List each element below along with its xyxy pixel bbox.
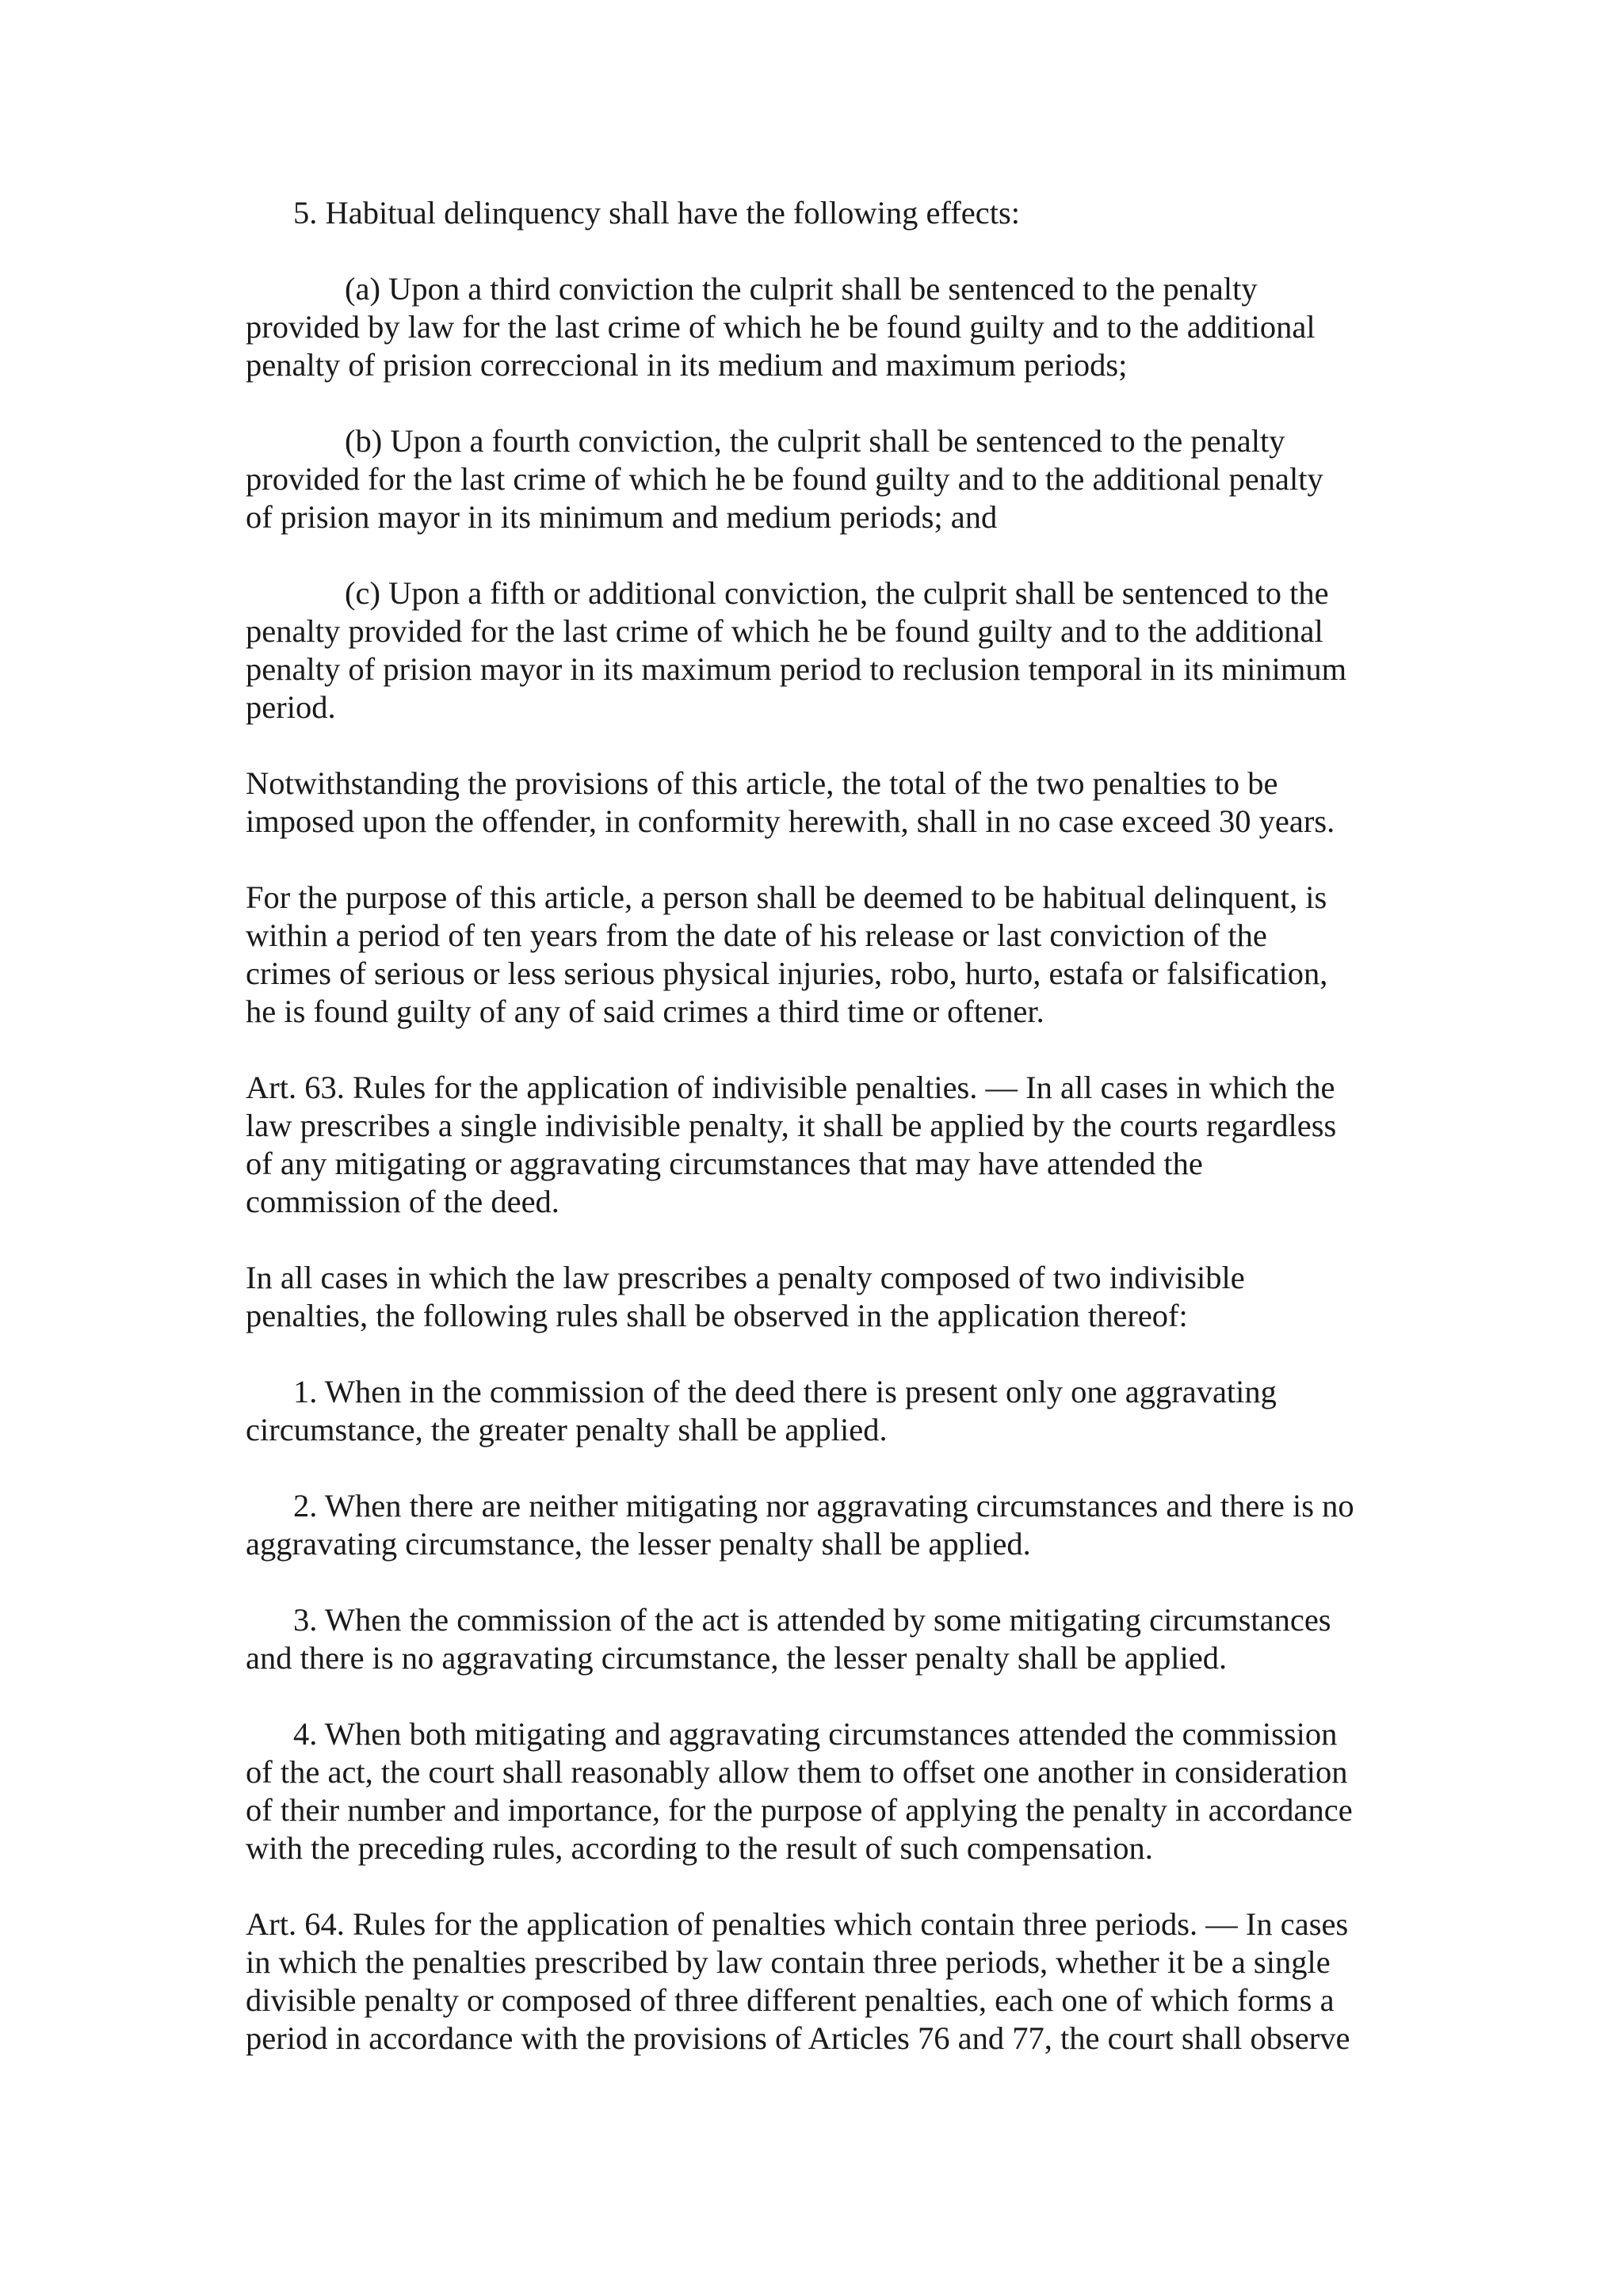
text-line: Notwithstanding the provisions of this article, the total of the two penalties to be: [246, 765, 1278, 801]
text-line: provided for the last crime of which he be found guilty and to the additional penalty: [246, 461, 1323, 497]
text-line: 2. When there are neither mitigating nor aggravating circumstances and there is no: [293, 1488, 1354, 1524]
text-line: provided by law for the last crime of which he be found guilty and to the additional: [246, 309, 1316, 345]
text-line: (b) Upon a fourth conviction, the culprit shall be sentenced to the penalty: [345, 423, 1285, 459]
text-line: with the preceding rules, according to the result of such compensation.: [246, 1830, 1153, 1866]
text-line: commission of the deed.: [246, 1184, 559, 1219]
text-line: of the act, the court shall reasonably allow them to offset one another in consideration: [246, 1754, 1348, 1790]
text-line: he is found guilty of any of said crimes a third time or oftener.: [246, 994, 1044, 1029]
text-line: penalty of prision mayor in its maximum period to reclusion temporal in its minimum: [246, 651, 1347, 687]
text-line: of their number and importance, for the purpose of applying the penalty in accordance: [246, 1792, 1353, 1828]
text-line: 4. When both mitigating and aggravating circumstances attended the commission: [293, 1716, 1338, 1752]
text-line: penalty of prision correccional in its medium and maximum periods;: [246, 347, 1128, 383]
text-line: In all cases in which the law prescribes a penalty composed of two indivisible: [246, 1260, 1245, 1295]
text-line: 3. When the commission of the act is attended by some mitigating circumstances: [293, 1602, 1331, 1638]
paragraph-art63-two-penalties: [246, 1259, 1395, 1335]
paragraph-art63: [246, 1069, 1395, 1221]
paragraph-effect-a: [246, 270, 1395, 384]
text-line: period in accordance with the provisions of Articles 76 and 77, the court shall observe: [246, 2020, 1350, 2056]
text-line: 5. Habitual delinquency shall have the following effects:: [293, 195, 1020, 231]
text-line: of any mitigating or aggravating circumstances that may have attended the: [246, 1146, 1203, 1181]
document-page: [246, 194, 1395, 2096]
paragraph-notwithstanding: [246, 765, 1395, 841]
text-line: crimes of serious or less serious physical injuries, robo, hurto, estafa or falsification,: [246, 955, 1328, 991]
text-line: divisible penalty or composed of three different penalties, each one of which forms a: [246, 1982, 1335, 2018]
paragraph-rule-2: [246, 1487, 1395, 1563]
text-line: Art. 64. Rules for the application of penalties which contain three periods. — In cases: [246, 1906, 1349, 1942]
paragraph-rule-1: [246, 1373, 1395, 1449]
paragraph-rule-4: [246, 1715, 1395, 1867]
text-line: Art. 63. Rules for the application of indivisible penalties. — In all cases in which the: [246, 1070, 1335, 1105]
paragraph-effect-c: [246, 574, 1395, 727]
paragraph-art64: [246, 1905, 1395, 2058]
paragraph-effect-b: [246, 422, 1395, 536]
paragraph-effects-intro: [246, 194, 1395, 232]
text-line: aggravating circumstance, the lesser penalty shall be applied.: [246, 1526, 1031, 1562]
text-line: penalty provided for the last crime of which he be found guilty and to the additional: [246, 613, 1323, 649]
text-line: (c) Upon a fifth or additional conviction, the culprit shall be sentenced to the: [345, 575, 1329, 611]
text-line: 1. When in the commission of the deed there is present only one aggravating: [293, 1374, 1277, 1409]
paragraph-definition: [246, 879, 1395, 1031]
text-line: imposed upon the offender, in conformity herewith, shall in no case exceed 30 years.: [246, 803, 1335, 839]
paragraph-rule-3: [246, 1601, 1395, 1677]
text-line: (a) Upon a third conviction the culprit shall be sentenced to the penalty: [345, 271, 1258, 307]
text-line: penalties, the following rules shall be observed in the application thereof:: [246, 1298, 1188, 1333]
text-line: in which the penalties prescribed by law contain three periods, whether it be a single: [246, 1944, 1331, 1980]
text-line: circumstance, the greater penalty shall be applied.: [246, 1412, 888, 1447]
text-line: law prescribes a single indivisible penalty, it shall be applied by the courts regardless: [246, 1108, 1337, 1143]
text-line: within a period of ten years from the date of his release or last conviction of the: [246, 917, 1267, 953]
text-line: period.: [246, 689, 336, 725]
text-line: of prision mayor in its minimum and medium periods; and: [246, 499, 998, 535]
text-line: For the purpose of this article, a person shall be deemed to be habitual delinquent, is: [246, 879, 1327, 915]
text-line: and there is no aggravating circumstance, the lesser penalty shall be applied.: [246, 1640, 1228, 1676]
